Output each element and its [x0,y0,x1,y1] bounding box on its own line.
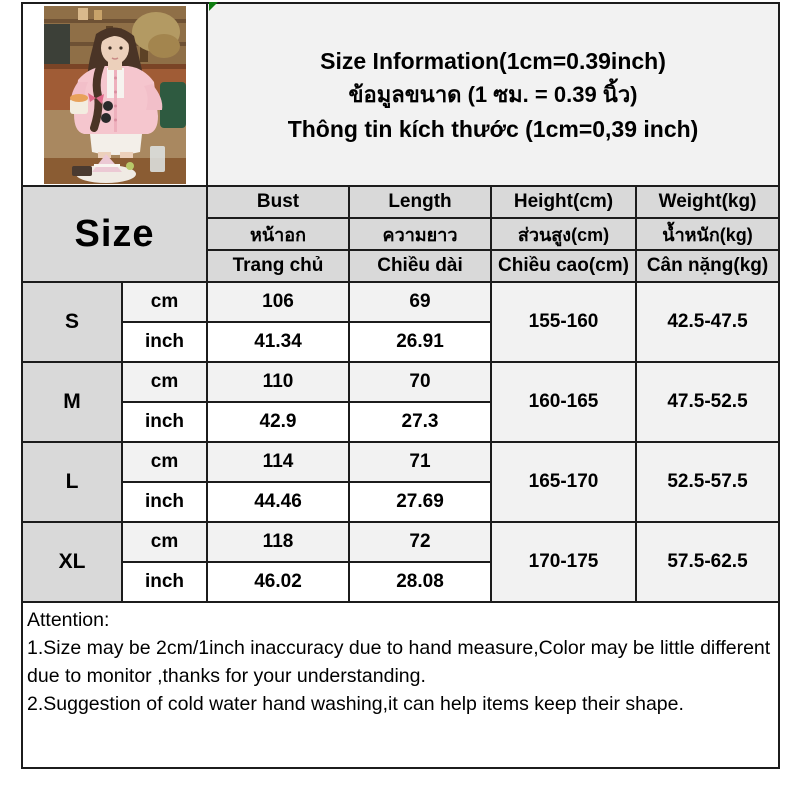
s-bust-cm: 106 [207,282,349,322]
xl-bust-inch: 46.02 [207,562,349,602]
size-row-m-cm [22,362,779,402]
s-bust-inch: 41.34 [207,322,349,362]
m-length-inch: 27.3 [349,402,491,442]
l-weight-range: 52.5-57.5 [636,442,779,522]
unit-label-inch: inch [122,482,207,522]
col-header-weight-th: น้ำหนัก(kg) [636,218,779,250]
l-bust-inch: 44.46 [207,482,349,522]
xl-length-cm: 72 [349,522,491,562]
product-photo-cell [22,3,207,186]
size-row-xl-cm [22,522,779,562]
size-label-xl: XL [22,522,122,602]
xl-bust-cm: 118 [207,522,349,562]
size-label-s: S [22,282,122,362]
m-height-range: 160-165 [491,362,636,442]
unit-label-cm: cm [122,282,207,322]
unit-label-cm: cm [122,522,207,562]
unit-label-inch: inch [122,402,207,442]
xl-height-range: 170-175 [491,522,636,602]
unit-label-cm: cm [122,442,207,482]
s-length-cm: 69 [349,282,491,322]
xl-weight-range: 57.5-62.5 [636,522,779,602]
attention-heading: Attention: [27,609,110,631]
col-header-bust-th: หน้าอก [207,218,349,250]
m-weight-range: 47.5-52.5 [636,362,779,442]
col-header-height-en: Height(cm) [491,186,636,218]
size-row-l-cm [22,442,779,482]
unit-label-inch: inch [122,562,207,602]
attention-row [22,602,779,768]
s-height-range: 155-160 [491,282,636,362]
attention-line-1: 1.Size may be 2cm/1inch inaccuracy due to hand measure,Color may be little different due to monitor ,thanks for your understanding. [27,637,771,687]
col-header-bust-vi: Trang chủ [207,250,349,282]
size-row-s-cm [22,282,779,322]
size-information-title-cell [207,3,779,186]
unit-label-inch: inch [122,322,207,362]
col-header-bust-en: Bust [207,186,349,218]
product-photo [23,4,206,185]
unit-label-cm: cm [122,362,207,402]
s-weight-range: 42.5-47.5 [636,282,779,362]
model-photo-illustration [44,6,186,184]
m-bust-inch: 42.9 [207,402,349,442]
title-row [22,3,779,186]
col-header-weight-en: Weight(kg) [636,186,779,218]
col-header-height-th: ส่วนสูง(cm) [491,218,636,250]
col-header-weight-vi: Cân nặng(kg) [636,250,779,282]
l-length-cm: 71 [349,442,491,482]
l-height-range: 165-170 [491,442,636,522]
col-header-length-en: Length [349,186,491,218]
title-thai: ข้อมูลขนาด (1 ซม. = 0.39 นิ้ว) [348,81,638,107]
title-vietnamese: Thông tin kích thước (1cm=0,39 inch) [287,115,699,142]
size-chart-sheet [21,2,778,769]
l-length-inch: 27.69 [349,482,491,522]
size-label-m: M [22,362,122,442]
l-bust-cm: 114 [207,442,349,482]
size-chart-table [21,2,780,769]
col-header-length-th: ความยาว [349,218,491,250]
header-row-english [22,186,779,218]
size-corner-label: Size [22,186,207,282]
s-length-inch: 26.91 [349,322,491,362]
attention-line-2: 2.Suggestion of cold water hand washing,it can help items keep their shape. [27,693,684,715]
m-length-cm: 70 [349,362,491,402]
col-header-height-vi: Chiều cao(cm) [491,250,636,282]
xl-length-inch: 28.08 [349,562,491,602]
title-english: Size Information(1cm=0.39inch) [320,47,666,74]
m-bust-cm: 110 [207,362,349,402]
col-header-length-vi: Chiều dài [349,250,491,282]
cell-corner-marker-icon [209,2,218,11]
attention-cell [22,602,779,768]
size-label-l: L [22,442,122,522]
